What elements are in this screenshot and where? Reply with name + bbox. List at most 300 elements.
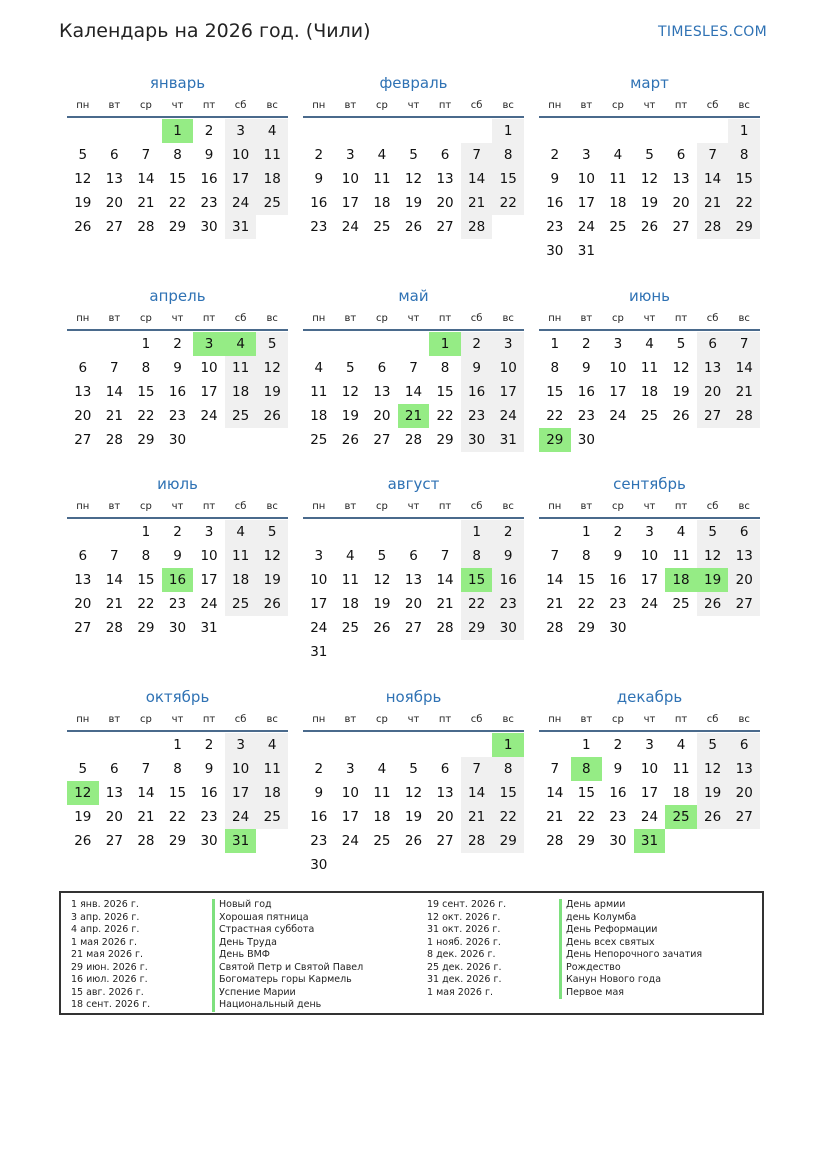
day-cell: 30 [200, 219, 218, 235]
day-cell: 27 [672, 219, 690, 235]
weekday-label: пн [76, 312, 90, 324]
day-cell: 3 [314, 548, 324, 564]
day-cell: 9 [492, 544, 524, 568]
month-name: ноябрь [385, 688, 442, 706]
weekday-label: пт [202, 500, 216, 512]
day-cell: 5 [78, 761, 88, 777]
day-cell: 27 [436, 219, 454, 235]
day-cell: 22 [577, 596, 595, 612]
day-cell: 30 [492, 616, 524, 640]
day-cell: 19 [404, 809, 423, 825]
day-cell: 17 [200, 384, 218, 400]
day-cell: 12 [256, 544, 288, 568]
day-cell: 4 [377, 147, 387, 163]
day-cell: 15 [168, 171, 187, 187]
day-cell: 25 [225, 592, 257, 616]
day-cell: 10 [341, 785, 359, 801]
day-cell: 17 [310, 596, 328, 612]
day-cell: 22 [577, 809, 595, 825]
holiday-day: 1 [162, 119, 194, 143]
weekday-label: чт [643, 500, 656, 512]
day-cell: 11 [341, 572, 359, 588]
day-cell: 18 [341, 596, 359, 612]
day-cell: 25 [640, 408, 659, 424]
day-cell: 8 [550, 360, 560, 376]
day-cell: 22 [137, 408, 155, 424]
days-grid [539, 520, 760, 640]
day-cell: 29 [168, 219, 187, 235]
weekday-label: пн [312, 312, 326, 324]
day-cell: 25 [373, 219, 391, 235]
day-cell: 7 [461, 143, 493, 167]
day-cell: 28 [436, 620, 454, 636]
weekday-label: вс [266, 312, 278, 324]
month-divider [67, 116, 288, 118]
day-cell: 6 [110, 761, 119, 777]
weekday-label: вт [108, 500, 121, 512]
month-name: апрель [149, 287, 206, 305]
weekday-label: пт [438, 500, 452, 512]
day-cell: 12 [74, 171, 92, 187]
day-cell: 27 [436, 833, 454, 849]
day-cell: 22 [168, 809, 187, 825]
legend-date: 16 июл. 2026 г. [71, 974, 148, 985]
empty-cell [99, 520, 131, 544]
day-cell: 24 [609, 408, 627, 424]
month-divider [539, 517, 760, 519]
legend-date: 3 апр. 2026 г. [71, 911, 140, 923]
day-cell: 21 [728, 380, 760, 404]
weekday-label: сб [470, 713, 483, 725]
day-cell: 23 [168, 408, 187, 424]
day-cell: 8 [492, 143, 524, 167]
legend-date: 8 дек. 2026 г. [427, 949, 496, 960]
day-cell: 24 [341, 833, 359, 849]
weekday-label: вт [344, 312, 357, 324]
day-cell: 18 [256, 167, 288, 191]
day-cell: 12 [404, 171, 423, 187]
day-cell: 17 [492, 380, 524, 404]
day-cell: 3 [492, 332, 524, 356]
day-cell: 10 [609, 360, 627, 376]
legend-holiday-name: Новый год [212, 899, 363, 912]
month-divider [67, 329, 288, 331]
day-cell: 7 [440, 548, 450, 564]
month-name: июнь [628, 287, 671, 305]
weekday-label: ср [139, 99, 152, 111]
day-cell: 28 [137, 833, 155, 849]
day-cell: 5 [346, 360, 355, 376]
day-cell: 24 [225, 805, 257, 829]
weekday-label: вт [580, 312, 593, 324]
day-cell: 14 [461, 781, 493, 805]
empty-cell [366, 733, 398, 757]
weekday-label: сб [234, 312, 247, 324]
month-name: декабрь [616, 688, 683, 706]
legend-holiday-name: День Труда [212, 937, 363, 950]
weekday-label: сб [470, 500, 483, 512]
day-cell: 22 [168, 195, 187, 211]
weekday-label: ср [611, 312, 624, 324]
day-cell: 28 [697, 215, 729, 239]
day-cell: 15 [492, 781, 524, 805]
day-cell: 20 [436, 195, 454, 211]
day-cell: 12 [697, 544, 729, 568]
day-cell: 5 [78, 147, 88, 163]
day-cell: 25 [672, 596, 690, 612]
day-cell: 16 [461, 380, 493, 404]
holiday-day: 18 [665, 568, 697, 592]
weekday-header [303, 94, 524, 116]
day-cell: 4 [377, 761, 387, 777]
day-cell: 27 [373, 432, 391, 448]
day-cell: 8 [461, 544, 493, 568]
day-cell: 22 [461, 592, 493, 616]
day-cell: 28 [461, 215, 493, 239]
empty-cell [634, 119, 666, 143]
day-cell: 5 [409, 147, 418, 163]
weekday-label: чт [643, 312, 656, 324]
legend-holiday-name: Хорошая пятница [212, 912, 363, 925]
day-cell: 5 [697, 733, 729, 757]
day-cell: 13 [105, 785, 123, 801]
day-cell: 18 [373, 195, 391, 211]
day-cell: 28 [546, 620, 564, 636]
weekday-label: пт [438, 713, 452, 725]
weekday-header [539, 94, 760, 116]
day-cell: 26 [404, 219, 423, 235]
day-cell: 23 [492, 592, 524, 616]
day-cell: 25 [256, 191, 288, 215]
weekday-label: вт [580, 500, 593, 512]
weekday-header [303, 495, 524, 517]
month-divider [303, 116, 524, 118]
day-cell: 19 [256, 380, 288, 404]
weekday-label: сб [470, 312, 483, 324]
weekday-label: вс [738, 500, 750, 512]
empty-cell [539, 119, 571, 143]
days-grid [67, 733, 288, 853]
day-cell: 5 [697, 520, 729, 544]
day-cell: 6 [377, 360, 387, 376]
empty-cell [67, 119, 99, 143]
day-cell: 30 [168, 620, 187, 636]
days-grid [303, 119, 524, 239]
day-cell: 15 [728, 167, 760, 191]
day-cell: 18 [225, 380, 257, 404]
day-cell: 20 [74, 408, 92, 424]
days-grid [303, 332, 524, 452]
month-name: август [387, 475, 440, 493]
day-cell: 26 [74, 219, 92, 235]
month-name: май [398, 287, 429, 305]
day-cell: 28 [105, 620, 123, 636]
day-cell: 14 [404, 384, 423, 400]
day-cell: 13 [404, 572, 423, 588]
day-cell: 7 [141, 147, 151, 163]
day-cell: 11 [310, 384, 328, 400]
holiday-day: 8 [571, 757, 603, 781]
weekday-label: вс [738, 312, 750, 324]
day-cell: 20 [373, 408, 391, 424]
day-cell: 21 [105, 596, 123, 612]
empty-cell [99, 119, 131, 143]
day-cell: 26 [672, 408, 690, 424]
day-cell: 6 [78, 360, 88, 376]
day-cell: 17 [577, 195, 595, 211]
day-cell: 10 [225, 143, 257, 167]
weekday-label: вт [344, 500, 357, 512]
day-cell: 4 [346, 548, 355, 564]
day-cell: 25 [310, 432, 328, 448]
day-cell: 1 [141, 336, 151, 352]
empty-cell [67, 332, 99, 356]
day-cell: 26 [640, 219, 659, 235]
day-cell: 19 [640, 195, 659, 211]
day-cell: 24 [640, 596, 659, 612]
day-cell: 29 [577, 620, 595, 636]
weekday-label: ср [611, 500, 624, 512]
month-name: сентябрь [613, 475, 686, 493]
legend-names-left [212, 899, 363, 1012]
day-cell: 4 [256, 733, 288, 757]
days-grid [539, 733, 760, 853]
weekday-label: ср [611, 99, 624, 111]
day-cell: 14 [461, 167, 493, 191]
day-cell: 6 [697, 332, 729, 356]
legend-date: 18 сент. 2026 г. [71, 999, 151, 1010]
day-cell: 17 [609, 384, 627, 400]
empty-cell [335, 520, 367, 544]
legend-holiday-name: День Непорочного зачатия [559, 949, 702, 962]
days-grid [539, 332, 760, 452]
weekday-label: вс [738, 99, 750, 111]
day-cell: 5 [409, 761, 418, 777]
day-cell: 12 [341, 384, 359, 400]
empty-cell [429, 520, 461, 544]
empty-cell [130, 733, 162, 757]
days-grid [67, 332, 288, 452]
day-cell: 15 [137, 572, 155, 588]
weekday-label: пн [312, 713, 326, 725]
day-cell: 1 [550, 336, 560, 352]
day-cell: 5 [256, 332, 288, 356]
weekday-label: вт [344, 713, 357, 725]
day-cell: 11 [672, 761, 690, 777]
day-cell: 14 [546, 785, 564, 801]
day-cell: 10 [640, 548, 659, 564]
day-cell: 30 [461, 428, 493, 452]
day-cell: 15 [577, 785, 595, 801]
weekday-label: чт [643, 713, 656, 725]
holiday-day: 29 [539, 428, 571, 452]
day-cell: 13 [672, 171, 690, 187]
day-cell: 31 [200, 620, 218, 636]
weekday-label: пн [76, 713, 90, 725]
day-cell: 28 [461, 829, 493, 853]
legend-holiday-name: Национальный день [212, 999, 363, 1012]
holiday-day: 25 [665, 805, 697, 829]
holiday-day: 31 [634, 829, 666, 853]
holiday-day: 15 [461, 568, 493, 592]
day-cell: 11 [373, 785, 391, 801]
day-cell: 28 [105, 432, 123, 448]
day-cell: 6 [110, 147, 119, 163]
weekday-label: вс [502, 312, 514, 324]
day-cell: 30 [546, 243, 564, 259]
day-cell: 1 [492, 119, 524, 143]
day-cell: 21 [546, 596, 564, 612]
legend-date: 12 окт. 2026 г. [427, 911, 501, 923]
day-cell: 28 [728, 404, 760, 428]
empty-cell [398, 332, 430, 356]
day-cell: 5 [645, 147, 654, 163]
month-calendar [67, 72, 288, 239]
day-cell: 4 [676, 524, 686, 540]
day-cell: 7 [728, 332, 760, 356]
day-cell: 8 [440, 360, 450, 376]
weekday-header [67, 708, 288, 730]
weekday-label: вс [266, 500, 278, 512]
day-cell: 10 [225, 757, 257, 781]
day-cell: 27 [404, 620, 423, 636]
legend-date: 1 мая 2026 г. [71, 936, 137, 948]
legend-holiday-name: Успение Марии [212, 987, 363, 1000]
day-cell: 23 [200, 809, 218, 825]
legend-names-right [559, 899, 702, 999]
month-divider [303, 329, 524, 331]
legend-date: 31 окт. 2026 г. [427, 924, 501, 935]
weekday-label: чт [171, 713, 184, 725]
day-cell: 5 [256, 520, 288, 544]
empty-cell [366, 332, 398, 356]
day-cell: 22 [436, 408, 454, 424]
day-cell: 17 [341, 195, 359, 211]
weekday-label: ср [375, 312, 388, 324]
day-cell: 9 [314, 785, 324, 801]
day-cell: 7 [550, 761, 560, 777]
day-cell: 8 [728, 143, 760, 167]
day-cell: 12 [373, 572, 391, 588]
day-cell: 28 [404, 432, 423, 448]
day-cell: 3 [346, 761, 355, 777]
weekday-label: чт [407, 312, 420, 324]
weekday-label: ср [375, 713, 388, 725]
day-cell: 26 [697, 592, 729, 616]
day-cell: 2 [613, 524, 623, 540]
day-cell: 9 [173, 360, 182, 376]
day-cell: 1 [173, 737, 182, 753]
holiday-day: 4 [225, 332, 257, 356]
day-cell: 11 [373, 171, 391, 187]
empty-cell [67, 520, 99, 544]
day-cell: 27 [697, 404, 729, 428]
legend-holiday-name: день Колумба [559, 912, 702, 925]
day-cell: 24 [577, 219, 595, 235]
day-cell: 11 [640, 360, 659, 376]
day-cell: 17 [341, 809, 359, 825]
site-link[interactable]: TIMESLES.COM [658, 24, 767, 40]
day-cell: 19 [74, 195, 92, 211]
day-cell: 22 [492, 805, 524, 829]
day-cell: 13 [74, 572, 92, 588]
day-cell: 14 [137, 171, 155, 187]
day-cell: 11 [609, 171, 627, 187]
day-cell: 18 [672, 785, 690, 801]
holiday-day: 3 [193, 332, 225, 356]
empty-cell [539, 520, 571, 544]
empty-cell [335, 119, 367, 143]
empty-cell [366, 119, 398, 143]
day-cell: 21 [546, 809, 564, 825]
day-cell: 16 [310, 809, 328, 825]
day-cell: 23 [200, 195, 218, 211]
legend-date: 29 июн. 2026 г. [71, 961, 148, 973]
month-divider [303, 517, 524, 519]
weekday-label: чт [407, 99, 420, 111]
day-cell: 9 [582, 360, 591, 376]
day-cell: 23 [310, 833, 328, 849]
day-cell: 16 [492, 568, 524, 592]
weekday-label: чт [171, 500, 184, 512]
day-cell: 23 [546, 219, 564, 235]
day-cell: 13 [728, 757, 760, 781]
day-cell: 21 [137, 195, 155, 211]
day-cell: 9 [613, 761, 623, 777]
day-cell: 20 [105, 809, 123, 825]
day-cell: 13 [436, 785, 454, 801]
day-cell: 27 [728, 592, 760, 616]
weekday-label: пт [202, 99, 216, 111]
day-cell: 26 [373, 620, 391, 636]
day-cell: 25 [373, 833, 391, 849]
day-cell: 20 [672, 195, 690, 211]
empty-cell [99, 733, 131, 757]
day-cell: 10 [310, 572, 328, 588]
holiday-legend [59, 891, 764, 1015]
day-cell: 29 [137, 432, 155, 448]
day-cell: 4 [225, 520, 257, 544]
day-cell: 4 [676, 737, 686, 753]
day-cell: 4 [256, 119, 288, 143]
month-name: июль [157, 475, 198, 493]
day-cell: 11 [256, 757, 288, 781]
empty-cell [67, 733, 99, 757]
day-cell: 7 [110, 548, 119, 564]
day-cell: 9 [314, 171, 324, 187]
day-cell: 16 [168, 384, 187, 400]
day-cell: 2 [492, 520, 524, 544]
legend-holiday-name: День армии [559, 899, 702, 912]
day-cell: 8 [141, 360, 151, 376]
day-cell: 1 [461, 520, 493, 544]
month-divider [539, 730, 760, 732]
weekday-label: сб [706, 99, 719, 111]
day-cell: 2 [173, 336, 182, 352]
month-divider [303, 730, 524, 732]
day-cell: 24 [225, 191, 257, 215]
day-cell: 8 [582, 548, 591, 564]
weekday-label: сб [234, 99, 247, 111]
day-cell: 4 [613, 147, 623, 163]
day-cell: 13 [74, 384, 92, 400]
month-divider [67, 730, 288, 732]
day-cell: 20 [105, 195, 123, 211]
day-cell: 9 [550, 171, 560, 187]
day-cell: 13 [373, 384, 391, 400]
month-name: февраль [379, 74, 448, 92]
day-cell: 29 [492, 829, 524, 853]
